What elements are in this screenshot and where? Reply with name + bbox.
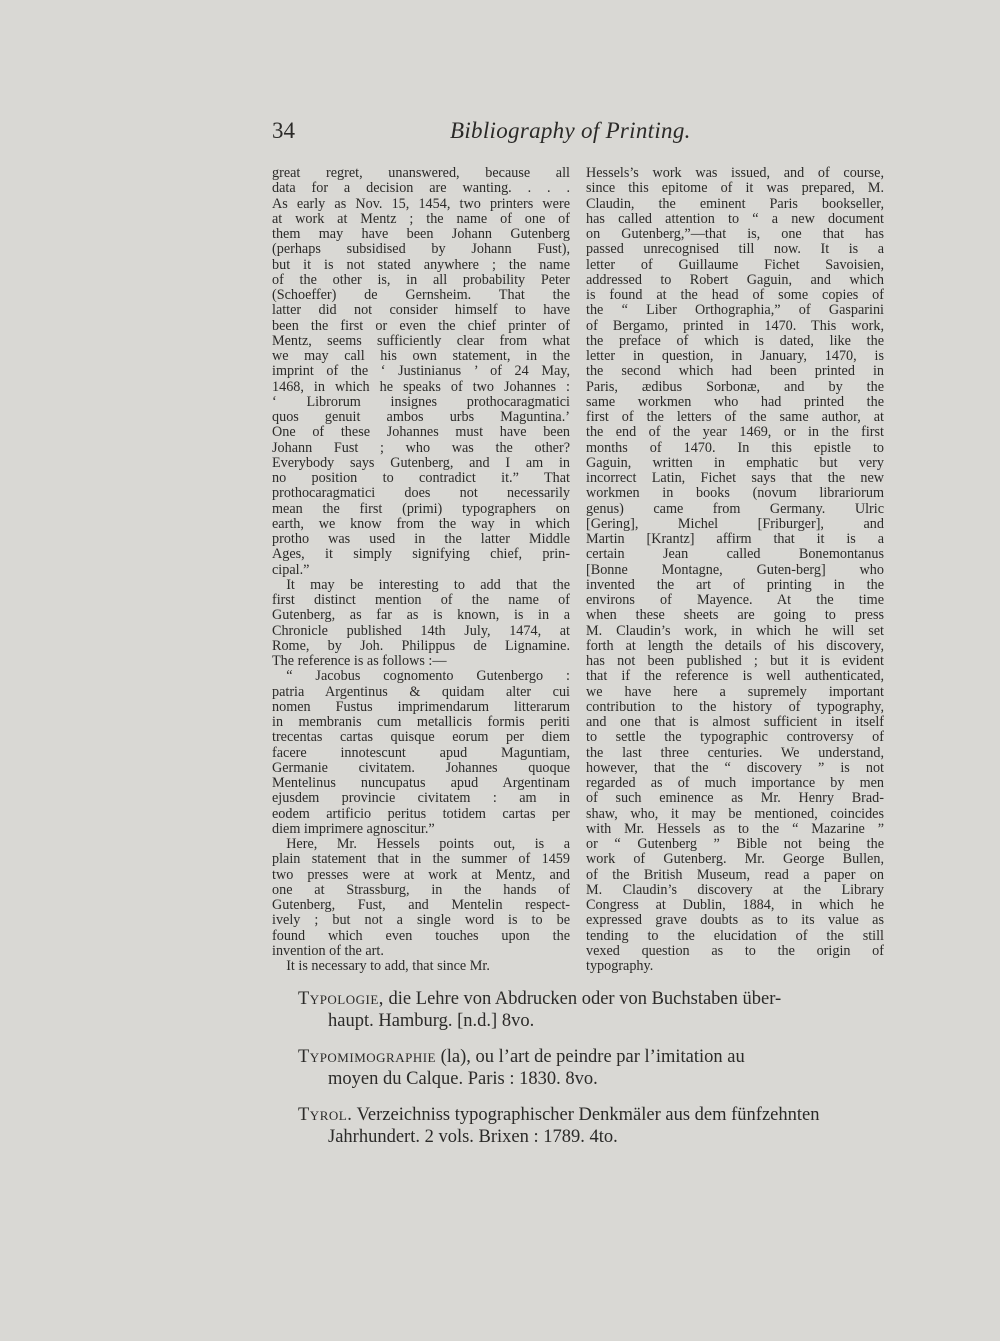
text-line: M. Claudin’s work, in which he will set xyxy=(586,623,884,639)
text-line: the second which had been printed in xyxy=(586,364,884,380)
text-line: regarded as of much importance by men xyxy=(586,776,884,791)
text-line: two presses were at work at Mentz, and xyxy=(272,867,570,883)
text-line: [Bonne Montagne, Guten-berg] who xyxy=(586,562,884,578)
text-line: trecentas cartas quisque eorum per diem xyxy=(272,730,570,746)
entry-text: die Lehre von Abdrucken oder von Buchstaben über- xyxy=(383,989,782,1009)
text-line: at work at Mentz ; the name of one of xyxy=(272,211,570,227)
text-line: same workmen who had printed the xyxy=(586,394,884,410)
text-line: of such eminence as Mr. Henry Brad- xyxy=(586,791,884,807)
text-line: first of the letters of the same author, at xyxy=(586,410,884,425)
entry-text: Verzeichniss typographischer Denkmäler aus dem fünfzehnten xyxy=(352,1105,820,1125)
text-line: but it is not stated anywhere ; the name xyxy=(272,257,570,273)
text-line: invented the art of printing in the xyxy=(586,577,884,593)
text-line: letter in question, in January, 1470, is xyxy=(586,349,884,364)
text-line: One of these Johannes must have been xyxy=(272,425,570,441)
text-line: Everybody says Gutenberg, and I am in xyxy=(272,455,570,471)
text-line: since this epitome of it was prepared, M. xyxy=(586,181,884,197)
text-line: environs of Mayence. At the time xyxy=(586,593,884,608)
text-line: has called attention to “ a new document xyxy=(586,211,884,227)
text-line: in membranis cum metallicis formis periti xyxy=(272,715,570,730)
text-line: ejusdem provincie civitatem : am in xyxy=(272,791,570,807)
bibliography-entries xyxy=(298,988,888,1162)
text-line: Mentelinus nuncupatus apud Argentinam xyxy=(272,776,570,791)
text-line: of the British Museum, read a paper on xyxy=(586,867,884,883)
text-line: Gutenberg, Fust, and Mentelin respect- xyxy=(272,898,570,913)
text-line: Congress at Dublin, 1884, in which he xyxy=(586,898,884,913)
text-line: vexed question as to the origin of xyxy=(586,943,884,959)
text-line: Germanie civitatem. Johannes quoque xyxy=(272,760,570,776)
text-line: we have here a supremely important xyxy=(586,684,884,700)
entry-heading: Typomimographie xyxy=(298,1047,436,1067)
text-line: the preface of which is dated, like the xyxy=(586,333,884,349)
text-line: passed unrecognised till now. It is a xyxy=(586,242,884,258)
text-line: [Gering], Michel [Friburger], and xyxy=(586,516,884,532)
text-line: eodem artificio peritus totidem cartas per xyxy=(272,806,570,822)
text-line: the end of the year 1469, or in the first xyxy=(586,425,884,441)
text-line: on Gutenberg,”—that is, one that has xyxy=(586,227,884,242)
text-line: (Schoeffer) de Gernsheim. That the xyxy=(272,288,570,303)
text-line: protho was used in the latter Middle xyxy=(272,532,570,547)
entry-continuation: Jahrhundert. 2 vols. Brixen : 1789. 4to. xyxy=(328,1127,618,1147)
text-line: earth, we know from the way in which xyxy=(272,516,570,532)
text-line: ively ; but not a single word is to be xyxy=(272,913,570,929)
entry-text: (la), ou l’art de peindre par l’imitation au xyxy=(435,1047,745,1067)
entry-continuation: haupt. Hamburg. [n.d.] 8vo. xyxy=(328,1011,535,1031)
text-line: Here, Mr. Hessels points out, is a xyxy=(272,837,570,852)
text-line: we may call his own statement, in the xyxy=(272,349,570,364)
text-line: expressed grave doubts as to its value as xyxy=(586,913,884,929)
text-line: Rome, by Joh. Philippus de Lignamine. xyxy=(272,638,570,654)
text-line: is found at the head of some copies of xyxy=(586,288,884,303)
text-line: of the other is, in all probability Peter xyxy=(272,272,570,288)
entry-continuation: moyen du Calque. Paris : 1830. 8vo. xyxy=(328,1069,598,1089)
left-text-column xyxy=(272,166,570,974)
text-line: facere innotescunt apud Maguntiam, xyxy=(272,745,570,761)
running-title: Bibliography of Printing. xyxy=(450,118,691,143)
text-line: 1468, in which he speaks of two Johannes : xyxy=(272,379,570,395)
text-line: the last three centuries. We understand, xyxy=(586,745,884,761)
text-line: them may have been Johann Gutenberg xyxy=(272,227,570,242)
text-line: has not been published ; but it is evident xyxy=(586,654,884,669)
text-line: patria Argentinus & quidam alter cui xyxy=(272,684,570,700)
text-line: incorrect Latin, Fichet says that the new xyxy=(586,471,884,486)
text-line: of Bergamo, printed in 1470. This work, xyxy=(586,318,884,334)
text-line: months of 1470. In this epistle to xyxy=(586,440,884,456)
bibliography-entry xyxy=(298,1046,888,1090)
text-line: to settle the typographic controversy of xyxy=(586,730,884,746)
text-line: Johann Fust ; who was the other? xyxy=(272,440,570,456)
text-line: Chronicle published 14th July, 1474, at xyxy=(272,623,570,639)
entry-heading: Typologie, xyxy=(298,989,384,1009)
text-line: M. Claudin’s discovery at the Library xyxy=(586,882,884,898)
page-header xyxy=(272,118,882,148)
text-line: plain statement that in the summer of 1459 xyxy=(272,852,570,868)
text-line: Paris, ædibus Sorbonæ, and by the xyxy=(586,379,884,395)
text-line: cipal.” xyxy=(272,562,310,578)
text-line: tending to the elucidation of the still xyxy=(586,928,884,944)
text-line: or “ Gutenberg ” Bible not being the xyxy=(586,837,884,852)
text-line: data for a decision are wanting. . . . xyxy=(272,181,570,197)
text-line: Gutenberg, as far as is known, is in a xyxy=(272,608,570,624)
text-line: As early as Nov. 15, 1454, two printers were xyxy=(272,196,570,212)
text-line: that if the reference is well authenticated, xyxy=(586,669,884,685)
text-line: contribution to the history of typography, xyxy=(586,699,884,715)
text-line: first distinct mention of the name of xyxy=(272,593,570,608)
bibliography-entry xyxy=(298,988,888,1032)
text-line: invention of the art. xyxy=(272,943,384,959)
text-line: mean the first (primi) typographers on xyxy=(272,501,570,517)
text-line: no position to contradict it.” That xyxy=(272,471,570,486)
text-line: Gaguin, written in emphatic but very xyxy=(586,455,884,471)
text-line: letter of Guillaume Fichet Savoisien, xyxy=(586,257,884,273)
text-line: one at Strassburg, in the hands of xyxy=(272,882,570,898)
text-line: when these sheets are going to press xyxy=(586,608,884,624)
text-line: shaw, who, it may be mentioned, coincides xyxy=(586,806,884,822)
text-line: Martin [Krantz] affirm that it is a xyxy=(586,532,884,547)
text-line: workmen in books (novum librariorum xyxy=(586,486,884,502)
text-line: It may be interesting to add that the xyxy=(272,577,570,593)
text-line: latter did not consider himself to have xyxy=(272,303,570,319)
text-line: imprint of the ‘ Justinianus ’ of 24 May, xyxy=(272,364,570,380)
page-number: 34 xyxy=(272,118,295,143)
text-line: prothocaragmatici does not necessarily xyxy=(272,486,570,502)
text-line: typography. xyxy=(586,959,654,974)
text-line: with Mr. Hessels as to the “ Mazarine ” xyxy=(586,821,884,837)
text-line: the “ Liber Orthographia,” of Gasparini xyxy=(586,303,884,319)
entry-heading: Tyrol. xyxy=(298,1105,353,1125)
text-line: Claudin, the eminent Paris bookseller, xyxy=(586,196,884,212)
text-line: however, that the “ discovery ” is not xyxy=(586,760,884,776)
text-line: certain Jean called Bonemontanus xyxy=(586,547,884,563)
text-line: (perhaps subsidised by Johann Fust), xyxy=(272,242,570,258)
text-line: It is necessary to add, that since Mr. xyxy=(272,959,490,974)
text-line: and one that is almost sufficient in itself xyxy=(586,715,884,730)
text-line: nomen Fustus imprimendarum litterarum xyxy=(272,699,570,715)
text-line: The reference is as follows :— xyxy=(272,654,447,669)
text-line: “ Jacobus cognomento Gutenbergo : xyxy=(272,669,570,685)
text-line: Hessels’s work was issued, and of course, xyxy=(586,166,884,181)
text-line: great regret, unanswered, because all xyxy=(272,166,570,181)
text-line: genus) came from Germany. Ulric xyxy=(586,501,884,517)
text-line: addressed to Robert Gaguin, and which xyxy=(586,272,884,288)
text-line: diem imprimere agnoscitur.” xyxy=(272,821,435,837)
text-line: forth at length the details of his discovery, xyxy=(586,638,884,654)
text-line: been the first or even the chief printer of xyxy=(272,318,570,334)
text-line: ‘ Librorum insignes prothocaragmatici xyxy=(272,394,570,410)
text-line: Ages, it simply signifying chief, prin- xyxy=(272,547,570,563)
text-line: quos genuit ambos urbs Maguntina.’ xyxy=(272,410,570,425)
bibliography-entry xyxy=(298,1104,888,1148)
text-line: work of Gutenberg. Mr. George Bullen, xyxy=(586,852,884,868)
text-line: found which even touches upon the xyxy=(272,928,570,944)
text-line: Mentz, seems sufficiently clear from what xyxy=(272,333,570,349)
right-text-column xyxy=(586,166,884,974)
